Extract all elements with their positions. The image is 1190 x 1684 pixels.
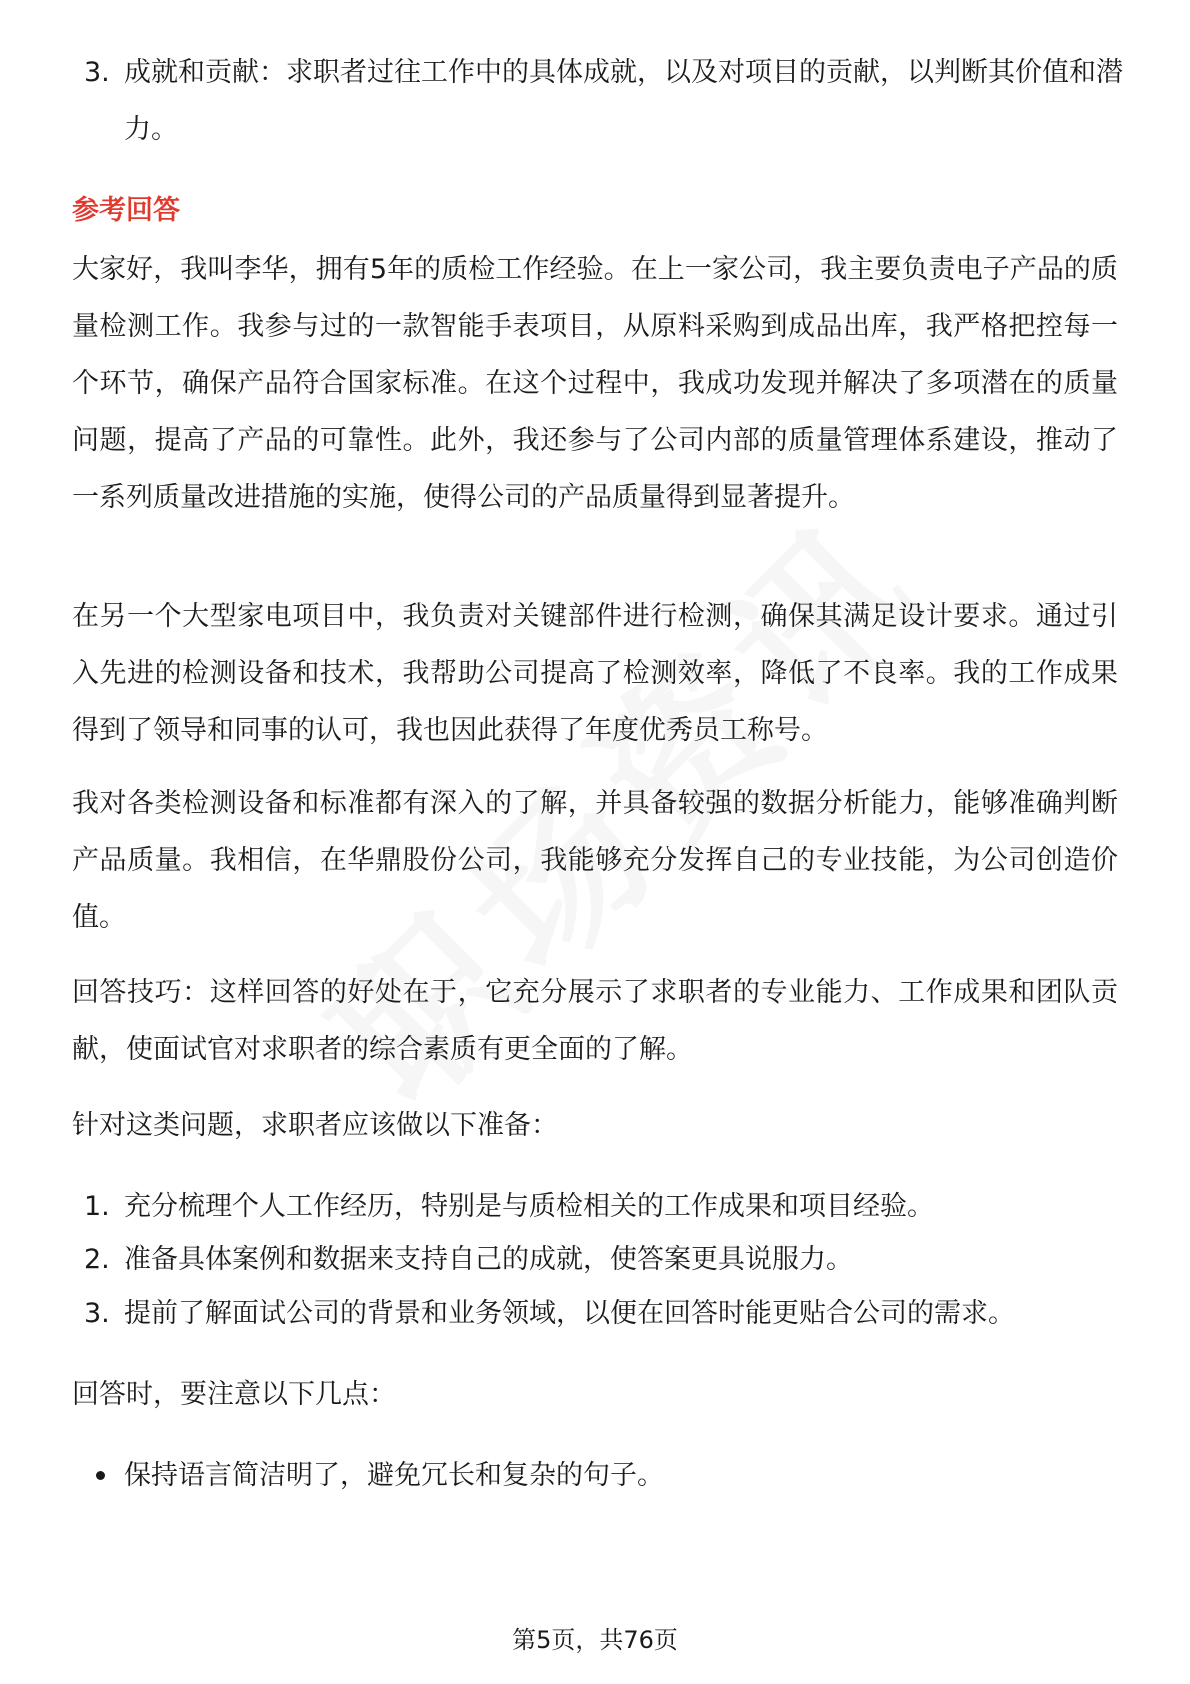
section-heading: 参考回答: [72, 195, 180, 226]
answer-tips-paragraph: 回答技巧：这样回答的好处在于，它充分展示了求职者的专业能力、工作成果和团队贡献，使面试官对求职者的综合素质有更全面的了解。: [72, 977, 1118, 1065]
list-item-achievements: [84, 44, 1124, 158]
list-item-number: 1.: [84, 1191, 110, 1222]
answer-paragraph-2: 在另一个大型家电项目中，我负责对关键部件进行检测，确保其满足设计要求。通过引入先进的检测设备和技术，我帮助公司提高了检测效率，降低了不良率。我的工作成果得到了领导和同事的认可，我也因此获得了年度优秀员工称号。: [72, 601, 1118, 746]
prep-intro: 针对这类问题，求职者应该做以下准备：: [72, 1110, 558, 1141]
bullet-item-text: 保持语言简洁明了，避免冗长和复杂的句子。: [124, 1460, 664, 1491]
list-item-number: 3.: [84, 1298, 110, 1329]
list-item-text: 提前了解面试公司的背景和业务领域，以便在回答时能更贴合公司的需求。: [124, 1298, 1015, 1329]
page-number: 第5页，共76页: [512, 1626, 678, 1654]
answer-paragraph-1: 大家好，我叫李华，拥有5年的质检工作经验。在上一家公司，我主要负责电子产品的质量检测工作。我参与过的一款智能手表项目，从原料采购到成品出库，我严格把控每一个环节，确保产品符合国家标准。在这个过程中，我成功发现并解决了多项潜在的质量问题，提高了产品的可靠性。此外，我还参与了公司内部的质量管理体系建设，推动了一系列质量改进措施的实施，使得公司的产品质量得到显著提升。: [72, 254, 1118, 513]
list-item-number: 3.: [84, 57, 110, 88]
bullet-item: [96, 1447, 1116, 1504]
tips-intro: 回答时，要注意以下几点：: [72, 1379, 396, 1410]
list-item: [84, 1178, 1124, 1235]
answer-paragraph-3: 我对各类检测设备和标准都有深入的了解，并具备较强的数据分析能力，能够准确判断产品质量。我相信，在华鼎股份公司，我能够充分发挥自己的专业技能，为公司创造价值。: [72, 788, 1118, 933]
list-item: [84, 1231, 1124, 1288]
list-item-text: 充分梳理个人工作经历，特别是与质检相关的工作成果和项目经验。: [124, 1191, 934, 1222]
list-item-text: 准备具体案例和数据来支持自己的成就，使答案更具说服力。: [124, 1244, 853, 1275]
list-item-text: 成就和贡献：求职者过往工作中的具体成就，以及对项目的贡献，以判断其价值和潜力。: [124, 57, 1123, 145]
bullet-dot-icon: [96, 1471, 105, 1480]
list-item-number: 2.: [84, 1244, 110, 1275]
list-item: [84, 1285, 1124, 1342]
